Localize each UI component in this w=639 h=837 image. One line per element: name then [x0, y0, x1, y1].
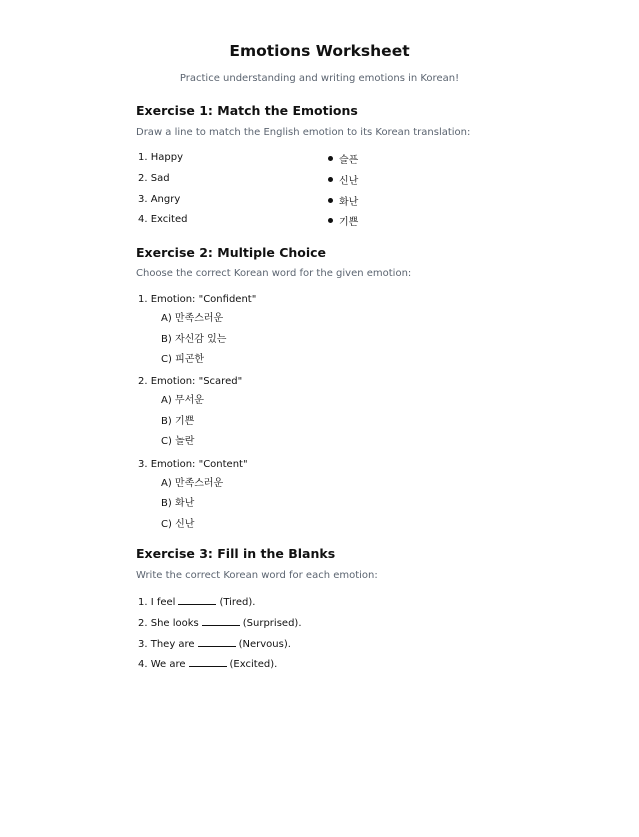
question-prompt: 2. Emotion: "Scared" — [138, 376, 243, 387]
korean-emotion-item: 슬픈 — [339, 155, 359, 166]
english-emotion-item: 1. Happy — [138, 152, 183, 163]
fill-in-text: 4. We are — [138, 659, 186, 670]
fill-in-hint: (Excited). — [229, 659, 278, 670]
answer-blank[interactable] — [202, 616, 240, 626]
fill-in-text: 1. I feel — [138, 597, 176, 608]
fill-in-hint: (Nervous). — [238, 639, 291, 650]
answer-blank[interactable] — [198, 637, 236, 647]
english-emotion-item: 4. Excited — [138, 214, 188, 225]
answer-option: C) 놀란 — [161, 436, 195, 447]
fill-in-item — [138, 595, 255, 608]
exercise-2-heading: Exercise 2: Multiple Choice — [136, 245, 327, 260]
english-emotion-item: 3. Angry — [138, 194, 181, 205]
bullet-icon — [328, 218, 333, 223]
fill-in-item — [138, 637, 291, 650]
exercise-1-heading: Exercise 1: Match the Emotions — [136, 103, 358, 118]
english-emotion-item: 2. Sad — [138, 173, 170, 184]
bullet-icon — [328, 198, 333, 203]
page-title: Emotions Worksheet — [229, 42, 410, 60]
exercise-2-instruction: Choose the correct Korean word for the given emotion: — [136, 268, 412, 279]
korean-emotion-item: 화난 — [339, 197, 359, 208]
question-prompt: 3. Emotion: "Content" — [138, 459, 248, 470]
answer-option: B) 화난 — [161, 498, 195, 509]
page-subtitle: Practice understanding and writing emotions in Korean! — [179, 73, 460, 84]
fill-in-text: 2. She looks — [138, 618, 199, 629]
fill-in-text: 3. They are — [138, 639, 195, 650]
fill-in-item — [138, 657, 277, 670]
answer-option: A) 만족스러운 — [161, 313, 224, 324]
answer-blank[interactable] — [189, 657, 227, 667]
answer-option: A) 만족스러운 — [161, 478, 224, 489]
exercise-3-heading: Exercise 3: Fill in the Blanks — [136, 546, 336, 561]
exercise-1-instruction: Draw a line to match the English emotion to its Korean translation: — [136, 127, 471, 138]
answer-option: B) 기쁜 — [161, 416, 195, 427]
answer-blank[interactable] — [178, 595, 216, 605]
answer-option: B) 자신감 있는 — [161, 334, 227, 345]
answer-option: C) 신난 — [161, 519, 195, 530]
korean-emotion-item: 기쁜 — [339, 217, 359, 228]
bullet-icon — [328, 177, 333, 182]
answer-option: C) 피곤한 — [161, 354, 205, 365]
exercise-3-instruction: Write the correct Korean word for each emotion: — [136, 570, 378, 581]
bullet-icon — [328, 156, 333, 161]
fill-in-item — [138, 616, 302, 629]
question-prompt: 1. Emotion: "Confident" — [138, 294, 257, 305]
fill-in-hint: (Tired). — [219, 597, 256, 608]
answer-option: A) 무서운 — [161, 395, 204, 406]
korean-emotion-item: 신난 — [339, 176, 359, 187]
fill-in-hint: (Surprised). — [242, 618, 302, 629]
